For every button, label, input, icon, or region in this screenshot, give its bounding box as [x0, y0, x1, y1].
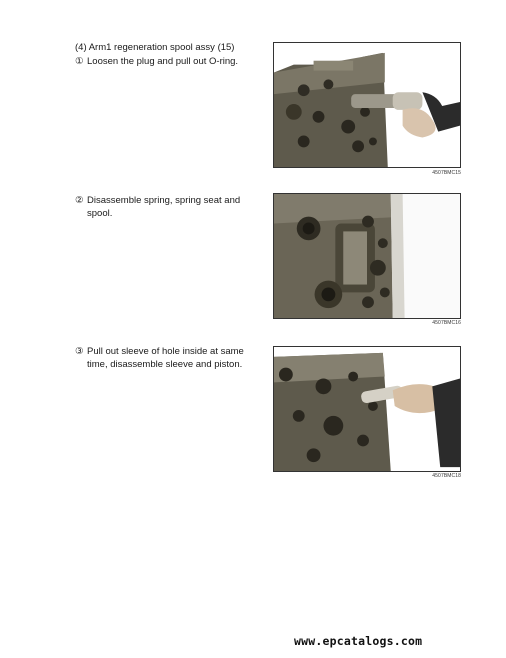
caption-step-1: 4507BMC15 — [432, 170, 461, 176]
step-3-number: ③ — [75, 346, 84, 357]
step-3 — [75, 345, 255, 371]
step-2-text-line2: spool. — [87, 208, 113, 219]
footer-url-link[interactable]: www.epcatalogs.com — [294, 634, 423, 648]
step-1-number: ① — [75, 56, 84, 67]
step-1-text: Loosen the plug and pull out O-ring. — [87, 56, 239, 67]
step-2 — [75, 194, 255, 220]
caption-step-2: 4507BMC16 — [432, 320, 461, 326]
step-2-number: ② — [75, 195, 84, 206]
photo-step-1 — [273, 42, 461, 168]
photo-step-2 — [273, 193, 461, 319]
photo-step-3 — [273, 346, 461, 472]
section-heading: (4) Arm1 regeneration spool assy (15) — [75, 42, 235, 53]
step-3-text-line2: time, disassemble sleeve and piston. — [87, 359, 243, 370]
step-3-text-line1: Pull out sleeve of hole inside at same — [87, 346, 244, 357]
caption-step-3: 4507BMC18 — [432, 473, 461, 479]
step-2-text-line1: Disassemble spring, spring seat and — [87, 195, 241, 206]
step-1 — [75, 55, 255, 68]
